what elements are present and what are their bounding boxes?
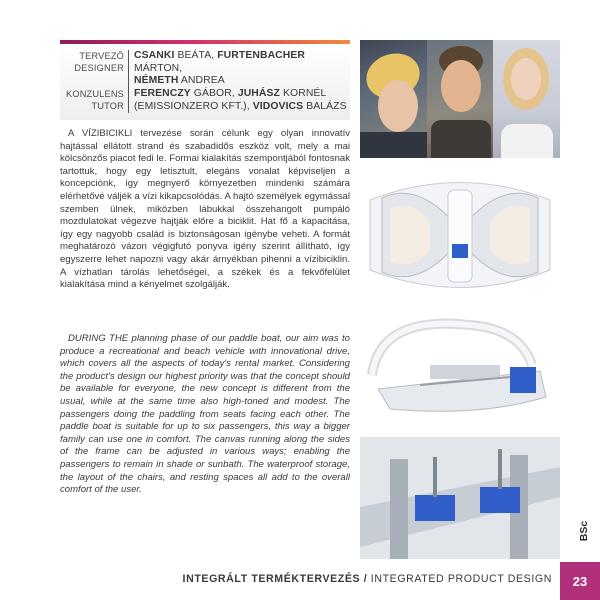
render-detail-view <box>360 437 560 559</box>
designer-role: TERVEZŐ DESIGNER <box>74 51 124 73</box>
credits-box <box>60 44 350 120</box>
pedal-mechanism-drawing <box>360 437 560 559</box>
designer-row <box>60 50 350 88</box>
hungarian-description: A VÍZIBICIKLI tervezése során célunk egy olyan innovatív hajtással ellátott strand és szabadidős eszköz volt, mely a mai kölcsönzős piacot fedi le. Formai kialakítás szempontjából fontosnak tartottuk, hogy egy letisztult, elegáns vonalat képviseljen a koncepciónk, így megnyerő környezetben mindenki számára elérhetővé váljék a vízi kikapcsolódás. A hajtó személyek egymással szemben ülnek, miközben lábukkal összehangolt pumpáló mozdulatokat végezve hajtják előre a biciklit. Hat fő a kapacitása, így egy nagyobb család is biztonságosan igénybe veheti. A formát meghatározó vázon végigfutó ponyva igény szerint állítható, így egyszerre lehet napozni vagy akár árnyékban pihenni a vízibiciklin. A vízhatlan tárolás lehetőségei, a székek és a fekvőfelület kialakítása mind a kényelmet szolgálják. <box>60 128 350 291</box>
tutor-row <box>60 88 350 113</box>
role-separator <box>128 88 129 113</box>
english-description: DURING THE planning phase of our paddle boat, our aim was to produce a recreational and beach vehicle with innovational drive, which covers all the aspects of today's rental market. Considering the product's design our highest priority was that the concept should be available for everyone, the new concept is different from the usual, while at the same time also high-toned and modest. The passengers doing the paddling from seats facing each other. The paddle boat is suitable for up to six passengers, this way a bigger family can use one in comfort. The canvas running along the sides of the frame can be adjusted in various ways; enabling the passengers to remain in shade or sunbath. The waterproof storage, the layout of the chairs, and resting spaces all add to the overall comfort of the user. <box>60 333 350 496</box>
tutor-names: FERENCZY GÁBOR, JUHÁSZ KORNÉL (EMISSIONZERO KFT.), VIDOVICS BALÁZS <box>134 88 347 112</box>
level-label: BSc <box>578 520 591 542</box>
designer-names: CSANKI BEÁTA, FURTENBACHER MÁRTON, NÉMETH ANDREA <box>134 50 306 86</box>
render-side-view <box>360 305 560 425</box>
role-separator <box>128 50 129 88</box>
page-number: 23 <box>560 562 600 600</box>
boat-side-view-drawing <box>360 305 560 425</box>
designer-photo-2 <box>427 40 494 158</box>
team-photos <box>360 40 560 158</box>
boat-top-view-drawing <box>360 170 560 300</box>
designer-photo-3 <box>493 40 560 158</box>
tutor-role: KONZULENS TUTOR <box>66 89 124 111</box>
designer-photo-1 <box>360 40 427 158</box>
footer-title: INTEGRÁLT TERMÉKTERVEZÉS / INTEGRATED PRODUCT DESIGN <box>182 573 552 585</box>
render-top-view <box>360 170 560 300</box>
